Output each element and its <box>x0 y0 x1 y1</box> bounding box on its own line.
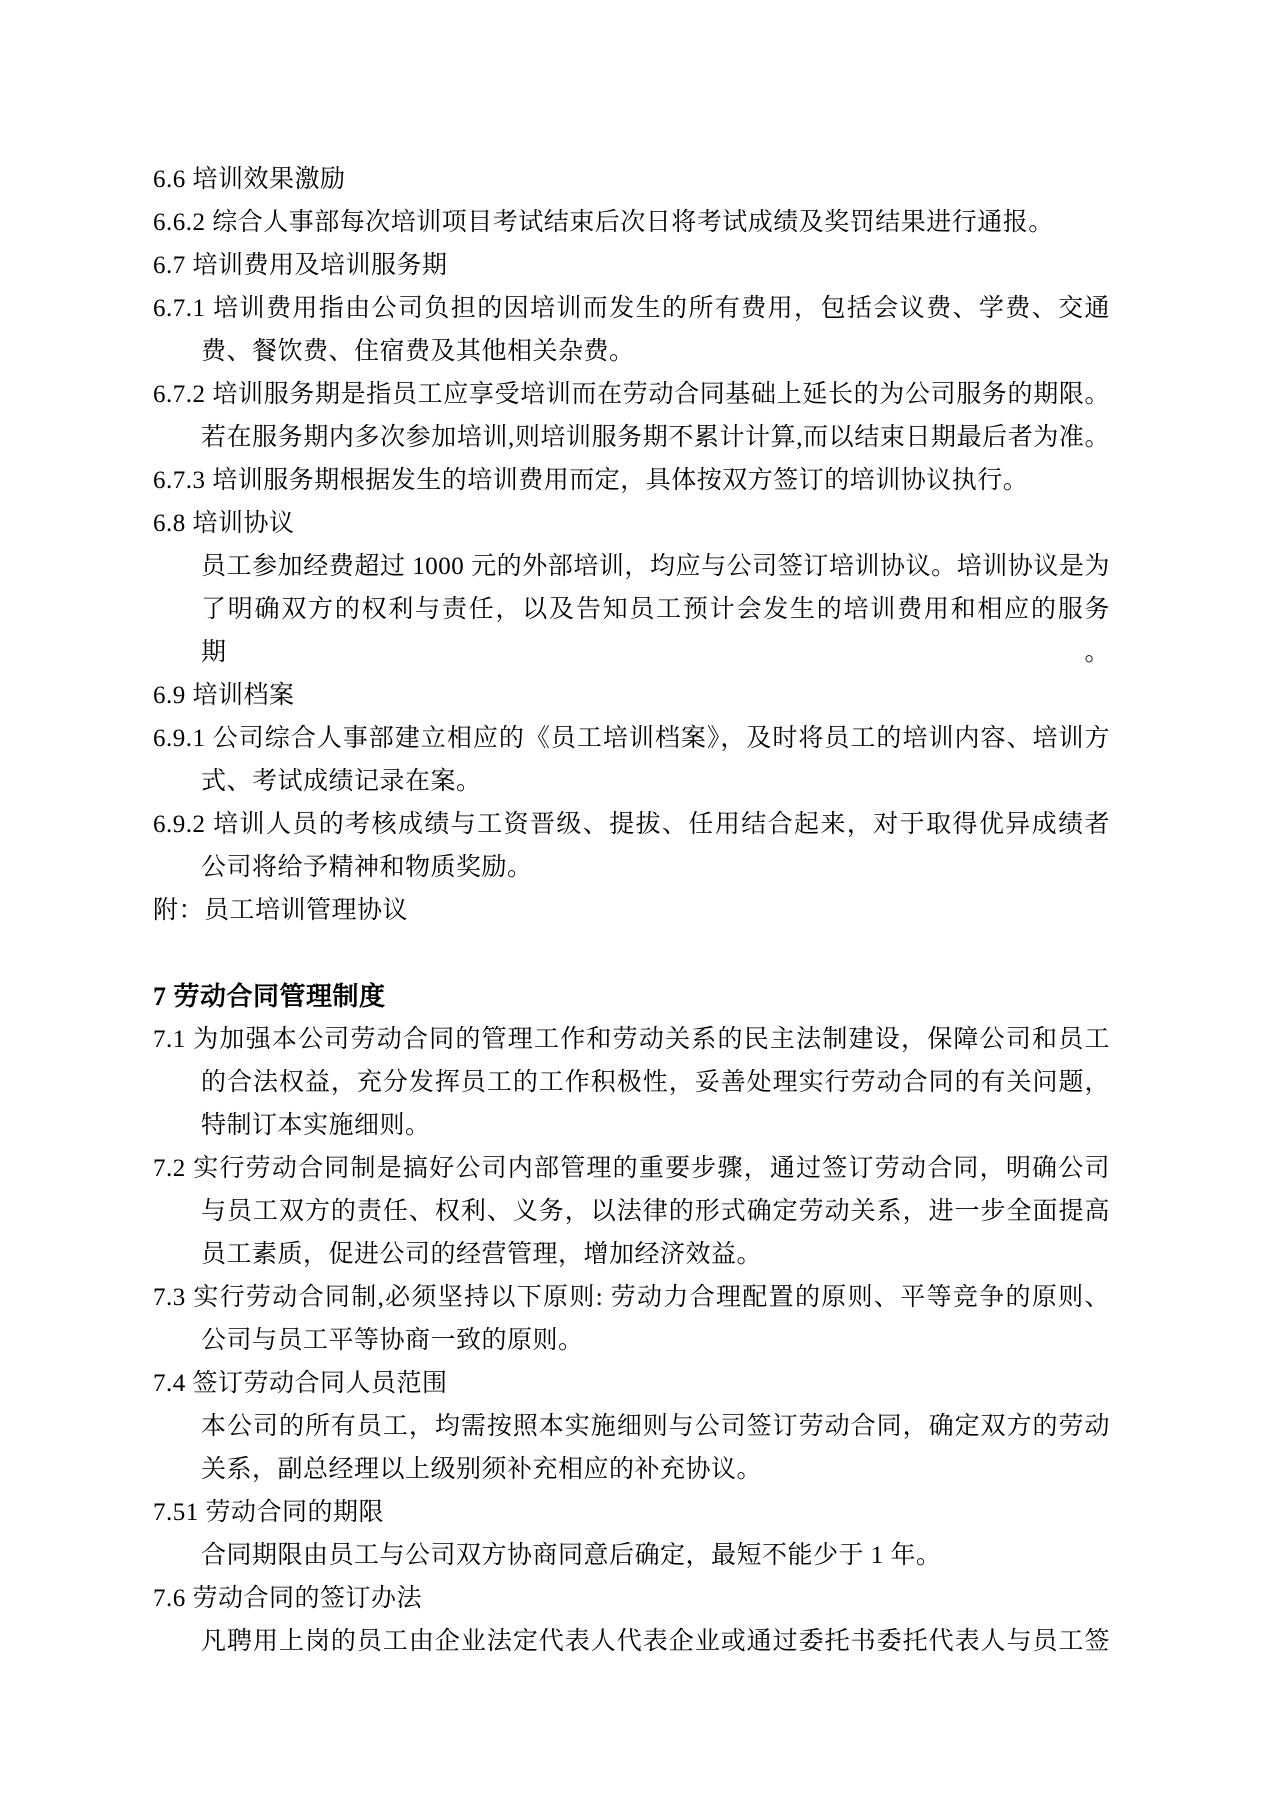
clause-6-6-2: 6.6.2 综合人事部每次培训项目考试结束后次日将考试成绩及奖罚结果进行通报。 <box>153 209 1054 236</box>
clause-6-9: 6.9 培训档案 <box>153 682 295 709</box>
clause-6-7-2: 6.7.2 培训服务期是指员工应享受培训而在劳动合同基础上延长的为公司服务的期限。 <box>153 381 1110 408</box>
document-body <box>153 158 1110 1663</box>
clause-7-1-cont-1: 的合法权益，充分发挥员工的工作积极性，妥善处理实行劳动合同的有关问题， <box>201 1069 1110 1096</box>
clause-7-1-cont-2: 特制订本实施细则。 <box>201 1112 431 1139</box>
attachment-note: 附：员工培训管理协议 <box>153 897 409 924</box>
clause-6-7-3: 6.7.3 培训服务期根据发生的培训费用而定，具体按双方签订的培训协议执行。 <box>153 467 1029 494</box>
clause-6-6: 6.6 培训效果激励 <box>153 166 346 193</box>
clause-6-7: 6.7 培训费用及培训服务期 <box>153 252 448 279</box>
clause-6-7-1-cont: 费、餐饮费、住宿费及其他相关杂费。 <box>201 338 635 365</box>
clause-6-9-2: 6.9.2 培训人员的考核成绩与工资晋级、提拔、任用结合起来，对于取得优异成绩者 <box>153 811 1110 838</box>
clause-6-9-2-cont: 公司将给予精神和物质奖励。 <box>201 854 533 881</box>
clause-6-8-body-2: 了明确双方的权利与责任，以及告知员工预计会发生的培训费用和相应的服务期。 <box>201 596 1110 666</box>
clause-7-3: 7.3 实行劳动合同制,必须坚持以下原则: 劳动力合理配置的原则、平等竞争的原则、 <box>153 1284 1110 1311</box>
clause-7-4-body-2: 关系，副总经理以上级别须补充相应的补充协议。 <box>201 1456 763 1483</box>
clause-7-3-cont: 公司与员工平等协商一致的原则。 <box>201 1327 584 1354</box>
clause-7-51: 7.51 劳动合同的期限 <box>153 1499 385 1526</box>
clause-7-2-cont-2: 员工素质，促进公司的经营管理，增加经济效益。 <box>201 1241 763 1268</box>
blank-line <box>153 932 1110 975</box>
clause-7-2-cont-1: 与员工双方的责任、权利、义务，以法律的形式确定劳动关系，进一步全面提高 <box>201 1198 1110 1225</box>
clause-7-6-body: 凡聘用上岗的员工由企业法定代表人代表企业或通过委托书委托代表人与员工签 <box>201 1628 1110 1655</box>
clause-6-9-1: 6.9.1 公司综合人事部建立相应的《员工培训档案》，及时将员工的培训内容、培训方 <box>153 725 1110 752</box>
clause-7-6: 7.6 劳动合同的签订办法 <box>153 1585 423 1612</box>
clause-6-7-1: 6.7.1 培训费用指由公司负担的因培训而发生的所有费用，包括会议费、学费、交通 <box>153 295 1110 322</box>
clause-7-2: 7.2 实行劳动合同制是搞好公司内部管理的重要步骤，通过签订劳动合同，明确公司 <box>153 1155 1110 1182</box>
section-7-heading: 7 劳动合同管理制度 <box>153 982 386 1011</box>
clause-6-8: 6.8 培训协议 <box>153 510 295 537</box>
clause-6-9-1-cont: 式、考试成绩记录在案。 <box>201 768 482 795</box>
clause-7-51-body: 合同期限由员工与公司双方协商同意后确定，最短不能少于 1 年。 <box>201 1542 942 1569</box>
clause-6-7-2-cont: 若在服务期内多次参加培训,则培训服务期不累计计算,而以结束日期最后者为准。 <box>201 424 1110 451</box>
clause-6-8-body-1: 员工参加经费超过 1000 元的外部培训，均应与公司签订培训协议。培训协议是为 <box>201 553 1110 580</box>
clause-7-1: 7.1 为加强本公司劳动合同的管理工作和劳动关系的民主法制建设，保障公司和员工 <box>153 1026 1110 1053</box>
clause-7-4: 7.4 签订劳动合同人员范围 <box>153 1370 448 1397</box>
clause-7-4-body-1: 本公司的所有员工，均需按照本实施细则与公司签订劳动合同，确定双方的劳动 <box>201 1413 1110 1440</box>
